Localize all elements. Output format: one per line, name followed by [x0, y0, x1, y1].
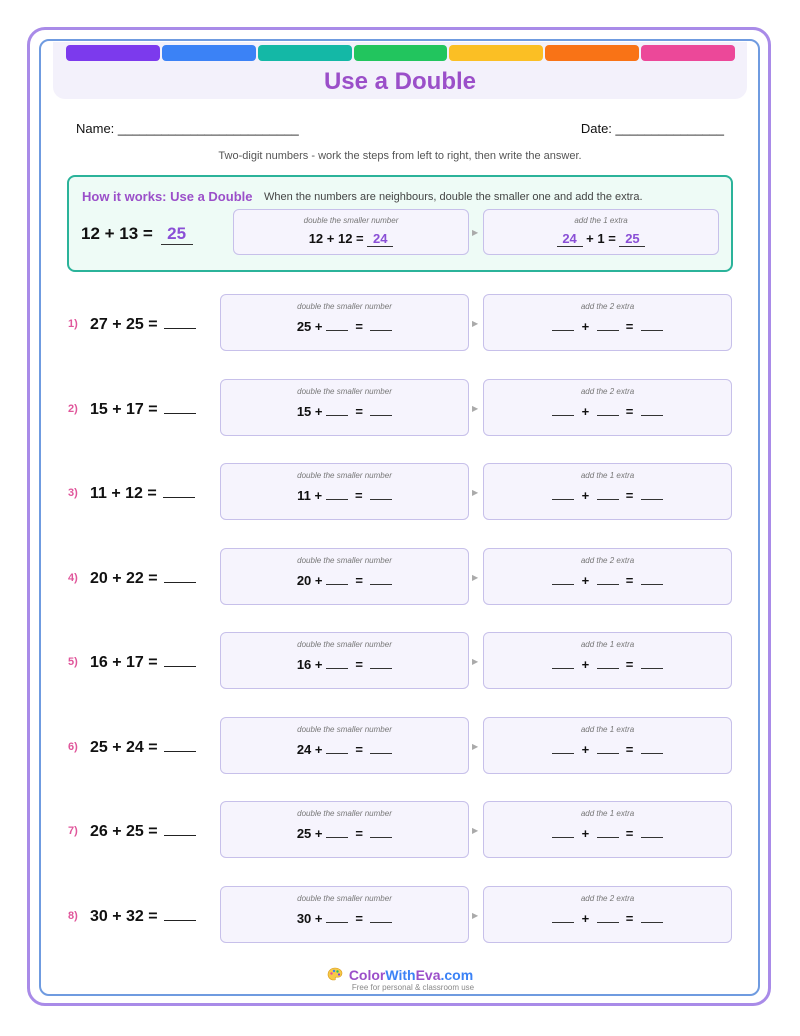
step-start-text: 30 + — [296, 911, 323, 926]
step1-box — [220, 632, 469, 689]
blank-field[interactable] — [370, 573, 392, 585]
blank-field[interactable] — [641, 826, 663, 838]
rainbow-segment — [641, 45, 735, 61]
step2-box — [483, 717, 732, 774]
problem-equation-text: 25 + 24 = — [90, 739, 158, 756]
step-label: double the smaller number — [297, 640, 392, 649]
step1-box — [220, 463, 469, 520]
answer-blank[interactable] — [164, 314, 196, 329]
problem-equation-text: 11 + 12 = — [90, 485, 157, 502]
problem-equation — [90, 568, 196, 588]
step-label: add the 1 extra — [580, 471, 635, 480]
blank-field[interactable] — [641, 911, 663, 923]
blank-field[interactable] — [370, 404, 392, 416]
example-heading: How it works: Use a Double — [82, 189, 253, 204]
step-label: add the 2 extra — [580, 556, 635, 565]
step-equation: + = — [484, 657, 731, 672]
problem-equation-text: 15 + 17 = — [90, 401, 158, 418]
step2-box — [483, 548, 732, 605]
blank-field[interactable] — [552, 573, 574, 585]
blank-field[interactable] — [597, 657, 619, 669]
blank-field[interactable] — [641, 488, 663, 500]
answer-blank[interactable] — [164, 906, 196, 921]
blank-field[interactable] — [597, 742, 619, 754]
step-equation: 25 + = — [221, 319, 468, 334]
blank-field[interactable] — [370, 911, 392, 923]
answer-blank[interactable] — [164, 737, 196, 752]
step2-box — [483, 632, 732, 689]
step1-box — [220, 886, 469, 943]
step-equation: 24 + = — [221, 742, 468, 757]
answer-blank[interactable] — [164, 568, 196, 583]
blank-field[interactable] — [552, 826, 574, 838]
blank-field[interactable] — [370, 319, 392, 331]
brand-logo — [0, 967, 800, 983]
problem-equation — [90, 737, 196, 757]
step-equation: + = — [484, 742, 731, 757]
blank-field[interactable] — [641, 404, 663, 416]
step-equation: + = — [484, 826, 731, 841]
blank-field[interactable] — [552, 404, 574, 416]
palette-icon — [327, 967, 343, 983]
problem-equation-text: 20 + 22 = — [90, 570, 158, 587]
step-equation: 15 + = — [221, 404, 468, 419]
blank-field[interactable] — [326, 657, 348, 669]
triangle-right-icon: ▶ — [472, 911, 479, 920]
step-label: double the smaller number — [303, 216, 399, 225]
step-equation: 30 + = — [221, 911, 468, 926]
triangle-right-icon: ▶ — [472, 573, 479, 582]
blank-field[interactable] — [641, 657, 663, 669]
step-start-text: 25 + — [296, 826, 323, 841]
problem-number: 1) — [68, 318, 78, 330]
problem-equation-text: 27 + 25 = — [90, 316, 158, 333]
blank-field[interactable] — [326, 573, 348, 585]
step-label: add the 2 extra — [580, 387, 635, 396]
step2-box — [483, 463, 732, 520]
problem-number: 7) — [68, 825, 78, 837]
blank-field[interactable] — [370, 657, 392, 669]
example-equation — [81, 224, 193, 245]
step-equation: 20 + = — [221, 573, 468, 588]
step-equation: + = — [484, 911, 731, 926]
rainbow-segment — [354, 45, 448, 61]
brand-with: With — [385, 967, 416, 983]
blank-field[interactable] — [597, 826, 619, 838]
step-start-text: 20 + — [296, 573, 323, 588]
date-label: Date: — [580, 121, 612, 136]
blank-field[interactable] — [326, 319, 348, 331]
step1-box — [220, 379, 469, 436]
blank-field[interactable] — [326, 742, 348, 754]
blank-field[interactable] — [641, 319, 663, 331]
brand-domain: .com — [440, 967, 474, 983]
step1-box — [220, 548, 469, 605]
problem-number: 4) — [68, 572, 78, 584]
step2-box — [483, 294, 732, 351]
example-note: When the numbers are neighbours, double the smaller one and add the extra. — [264, 191, 643, 203]
step-label: add the 2 extra — [580, 894, 635, 903]
step-label: double the smaller number — [297, 725, 392, 734]
step1-box — [220, 717, 469, 774]
rainbow-segment — [258, 45, 352, 61]
step-first-value: 24 — [557, 231, 583, 247]
date-blank[interactable]: _______________ — [615, 121, 724, 136]
step-start-text: 25 + — [296, 319, 323, 334]
step-equation: + = — [484, 319, 731, 334]
triangle-right-icon: ▶ — [472, 742, 479, 751]
blank-field[interactable] — [552, 911, 574, 923]
step-label: double the smaller number — [297, 302, 392, 311]
step1-box — [220, 294, 469, 351]
step-label: double the smaller number — [297, 556, 392, 565]
page-title: Use a Double — [323, 68, 477, 95]
problem-number: 6) — [68, 741, 78, 753]
problem-equation — [90, 906, 196, 926]
problem-equation — [90, 821, 196, 841]
rainbow-segment — [66, 45, 160, 61]
blank-field[interactable] — [597, 911, 619, 923]
blank-field[interactable] — [370, 488, 392, 500]
blank-field[interactable] — [326, 404, 348, 416]
step-equation-text: + 1 = — [586, 231, 616, 246]
blank-field[interactable] — [597, 573, 619, 585]
step-label: add the 1 extra — [574, 216, 628, 225]
date-field[interactable] — [581, 121, 724, 136]
footer — [0, 967, 800, 992]
step1-box — [220, 801, 469, 858]
step-equation: 16 + = — [221, 657, 468, 672]
step-equation — [234, 231, 468, 247]
step-start-text: 15 + — [296, 404, 323, 419]
blank-field[interactable] — [552, 742, 574, 754]
tagline: Free for personal & classroom use — [351, 983, 475, 992]
step2-box — [483, 801, 732, 858]
blank-field[interactable] — [641, 573, 663, 585]
example-equation-text: 12 + 13 = — [81, 224, 153, 243]
triangle-right-icon: ▶ — [472, 488, 479, 497]
rainbow-segment — [162, 45, 256, 61]
step-label: add the 1 extra — [580, 640, 635, 649]
problem-number: 5) — [68, 656, 78, 668]
blank-field[interactable] — [326, 826, 348, 838]
step-equation: + = — [484, 573, 731, 588]
triangle-right-icon: ▶ — [472, 404, 479, 413]
step-label: double the smaller number — [297, 471, 392, 480]
example-step1-box — [233, 209, 469, 255]
problem-equation-text: 16 + 17 = — [90, 654, 158, 671]
step-answer: 25 — [619, 231, 645, 247]
blank-field[interactable] — [597, 488, 619, 500]
answer-blank[interactable] — [163, 483, 195, 498]
example-step2-box — [483, 209, 719, 255]
step-equation: + = — [484, 404, 731, 419]
name-label: Name: — [76, 121, 115, 136]
blank-field[interactable] — [552, 657, 574, 669]
step-equation-text: 12 + 12 = — [308, 231, 364, 246]
answer-blank[interactable] — [164, 652, 196, 667]
triangle-right-icon: ▶ — [472, 826, 479, 835]
blank-field[interactable] — [326, 488, 348, 500]
step2-box — [483, 886, 732, 943]
rainbow-segment — [545, 45, 639, 61]
answer-blank[interactable] — [164, 821, 196, 836]
problem-equation — [90, 652, 196, 672]
blank-field[interactable] — [370, 826, 392, 838]
problem-equation — [90, 483, 195, 503]
problem-equation — [90, 314, 196, 334]
brand-eva: Eva — [415, 967, 441, 983]
instructions: Two-digit numbers - work the steps from left to right, then write the answer. — [218, 150, 582, 162]
name-blank[interactable]: _________________________ — [117, 121, 299, 136]
step-equation: 25 + = — [221, 826, 468, 841]
step-equation — [484, 231, 718, 247]
triangle-right-icon: ▶ — [472, 228, 479, 237]
step-answer: 24 — [367, 231, 393, 247]
name-field[interactable] — [76, 121, 299, 136]
problem-equation-text: 26 + 25 = — [90, 823, 158, 840]
problem-number: 8) — [68, 910, 78, 922]
step-start-text: 16 + — [296, 657, 323, 672]
step-label: add the 1 extra — [580, 725, 635, 734]
triangle-right-icon: ▶ — [472, 657, 479, 666]
step-label: add the 2 extra — [580, 302, 635, 311]
step-label: add the 1 extra — [580, 809, 635, 818]
step-label: double the smaller number — [297, 894, 392, 903]
step2-box — [483, 379, 732, 436]
step-equation: + = — [484, 488, 731, 503]
blank-field[interactable] — [326, 911, 348, 923]
blank-field[interactable] — [370, 742, 392, 754]
problem-equation-text: 30 + 32 = — [90, 908, 158, 925]
example-answer: 25 — [161, 224, 193, 245]
blank-field[interactable] — [641, 742, 663, 754]
step-label: double the smaller number — [297, 809, 392, 818]
step-label: double the smaller number — [297, 387, 392, 396]
step-start-text: 24 + — [296, 742, 323, 757]
brand-color: Color — [348, 967, 386, 983]
problem-equation — [90, 399, 196, 419]
answer-blank[interactable] — [164, 399, 196, 414]
problem-number: 3) — [68, 487, 78, 499]
blank-field[interactable] — [597, 319, 619, 331]
step-start-text: 11 + — [297, 488, 323, 503]
triangle-right-icon: ▶ — [472, 319, 479, 328]
blank-field[interactable] — [597, 404, 619, 416]
rainbow-segment — [449, 45, 543, 61]
blank-field[interactable] — [552, 319, 574, 331]
step-equation: 11 + = — [221, 488, 468, 503]
blank-field[interactable] — [552, 488, 574, 500]
rainbow-bar — [66, 45, 735, 61]
problem-number: 2) — [68, 403, 78, 415]
